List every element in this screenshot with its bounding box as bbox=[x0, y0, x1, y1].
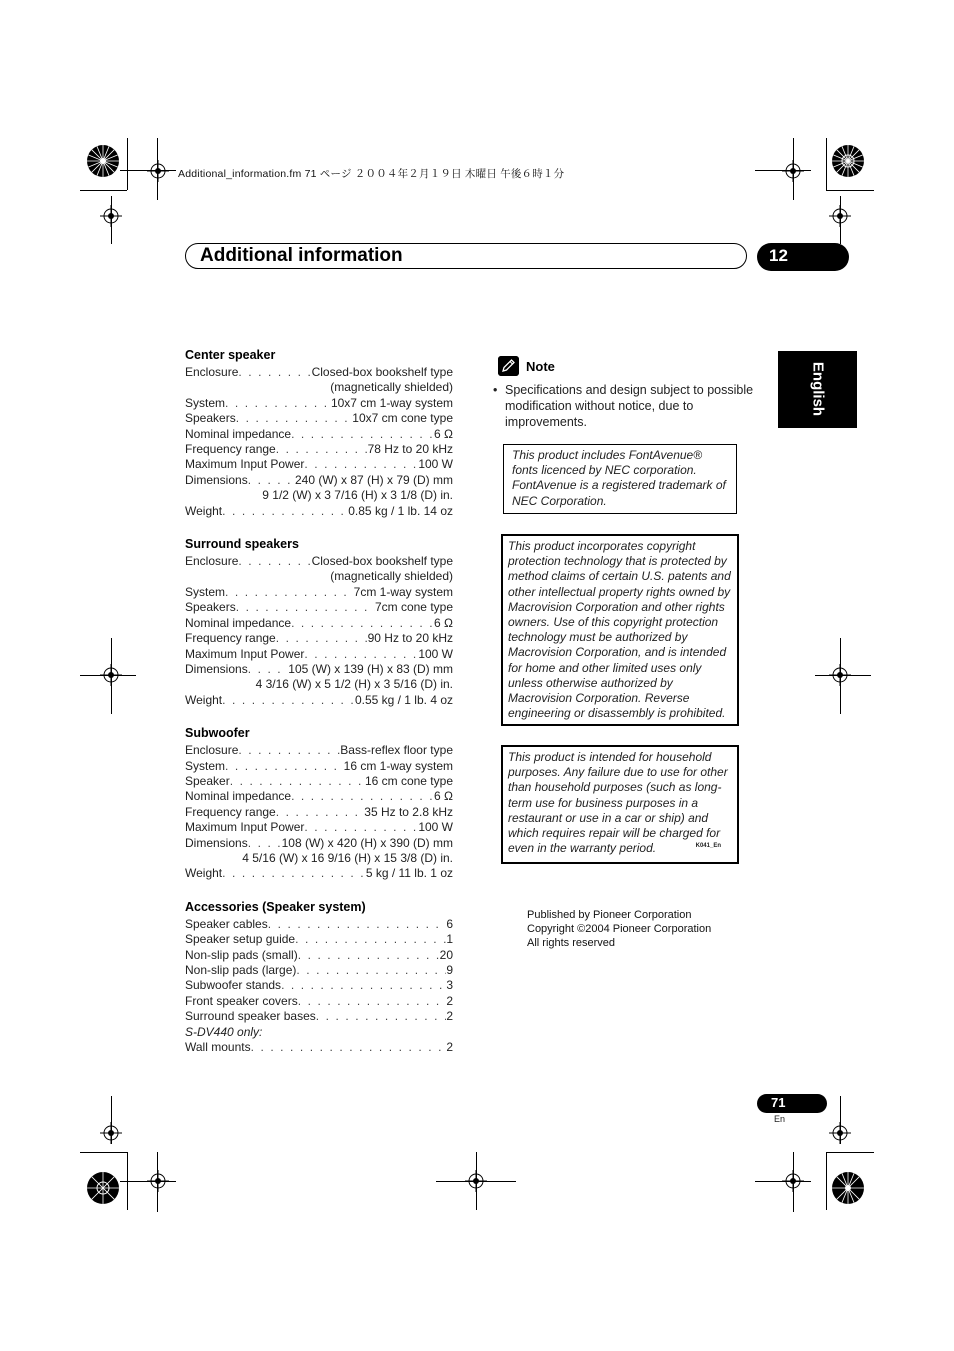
spec-row: Wall mounts . . . 2 bbox=[185, 1040, 453, 1055]
section-title: Subwoofer bbox=[185, 726, 250, 741]
specifications-column bbox=[185, 348, 453, 1073]
section-title: Accessories (Speaker system) bbox=[185, 899, 366, 914]
starburst-mark-icon bbox=[86, 144, 120, 178]
section-title: Center speaker bbox=[185, 348, 276, 362]
spec-continuation: 4 5/16 (W) x 16 9/16 (H) x 15 3/8 (D) in. bbox=[242, 850, 453, 865]
spec-continuation: (magnetically shielded) bbox=[330, 569, 453, 584]
crosshair-mark-icon bbox=[147, 160, 169, 182]
spec-row: System . . . 16 cm 1-way system bbox=[185, 759, 453, 774]
publisher-info bbox=[527, 908, 711, 950]
note-title: Note bbox=[526, 359, 555, 374]
spec-row: Non-slip pads (small) . . . 20 bbox=[185, 948, 453, 963]
spec-row: Enclosure . . . Closed-box bookshelf type bbox=[185, 365, 453, 380]
spec-continuation: 4 3/16 (W) x 5 1/2 (H) x 3 5/16 (D) in. bbox=[255, 677, 453, 692]
spec-row: Surround speaker bases . . . 2 bbox=[185, 1009, 453, 1024]
spec-row: Maximum Input Power . . . 100 W bbox=[185, 820, 453, 835]
spec-row: Frequency range . . . 35 Hz to 2.8 kHz bbox=[185, 805, 453, 820]
publisher-line: Published by Pioneer Corporation bbox=[527, 909, 692, 921]
spec-row: Maximum Input Power . . . 100 W bbox=[185, 457, 453, 472]
starburst-mark-icon bbox=[831, 144, 865, 178]
note-bullet-text: Specifications and design subject to possible modification without notice, due to improvements. bbox=[505, 383, 754, 429]
starburst-mark-icon bbox=[86, 1171, 120, 1205]
spec-row: Speaker setup guide . . . 1 bbox=[185, 932, 453, 947]
notice-code: K041_En bbox=[695, 842, 721, 849]
pencil-note-icon bbox=[498, 356, 519, 376]
chapter-title: Additional information bbox=[200, 245, 403, 266]
spec-row: Nominal impedance . . . 6 Ω bbox=[185, 427, 453, 442]
spec-row: Nominal impedance . . . 6 Ω bbox=[185, 789, 453, 804]
spec-row: Speaker . . . 16 cm cone type bbox=[185, 774, 453, 789]
starburst-mark-icon bbox=[831, 1171, 865, 1205]
spec-row: Weight . . . 0.55 kg / 1 lb. 4 oz bbox=[185, 693, 453, 708]
fontavenue-notice: This product includes FontAvenue® fonts licenced by NEC corporation. FontAvenue is a registered trademark of NEC Corporation. bbox=[503, 444, 737, 514]
spec-row: Speakers . . . 7cm cone type bbox=[185, 600, 453, 615]
spec-row: Nominal impedance . . . 6 Ω bbox=[185, 616, 453, 631]
spec-row: Dimensions . . . 240 (W) x 87 (H) x 79 (D) mm bbox=[185, 473, 453, 488]
language-tab-label: English bbox=[809, 361, 827, 417]
subwoofer-section bbox=[185, 726, 453, 882]
copyright-line: Copyright ©2004 Pioneer Corporation bbox=[527, 923, 712, 935]
spec-row: Frequency range . . . 78 Hz to 20 kHz bbox=[185, 442, 453, 457]
spec-row: Dimensions . . . 108 (W) x 420 (H) x 390 (D) mm bbox=[185, 836, 453, 851]
spec-row: Speaker cables . . . 6 bbox=[185, 917, 453, 932]
spec-row: Weight . . . 5 kg / 11 lb. 1 oz bbox=[185, 866, 453, 881]
file-header: Additional_information.fm 71 ページ ２００４年２月１９日 木曜日 午後６時１分 bbox=[178, 168, 565, 180]
copyright-protection-notice: This product incorporates copyright protection technology that is protected by method claims of certain U.S. patents and other intellectual property rights owned by Macrovision Corporation and other rights owners. Use of this copyright protection technology must be authorized by Macrovision Corporation, and is intended for home and other limited uses only unless otherwise authorized by Macrovision Corporation. Reverse engineering or disassembly is prohibited. bbox=[501, 534, 739, 726]
rights-line: All rights reserved bbox=[527, 937, 616, 949]
center-speaker-section bbox=[185, 348, 453, 519]
page-language: En bbox=[774, 1114, 786, 1124]
section-title: Surround speakers bbox=[185, 537, 299, 552]
model-only-note: S-DV440 only: bbox=[185, 1024, 263, 1039]
spec-row: Enclosure . . . Closed-box bookshelf type bbox=[185, 554, 453, 569]
page-number-badge bbox=[757, 1094, 827, 1113]
spec-row: Weight . . . 0.85 kg / 1 lb. 14 oz bbox=[185, 504, 453, 519]
bullet-icon: • bbox=[493, 383, 498, 397]
household-use-notice bbox=[501, 745, 739, 864]
spec-row: Frequency range . . . 90 Hz to 20 kHz bbox=[185, 631, 453, 646]
spec-continuation: 9 1/2 (W) x 3 7/16 (H) x 3 1/8 (D) in. bbox=[262, 488, 453, 503]
spec-row: Maximum Input Power . . . 100 W bbox=[185, 647, 453, 662]
spec-row: Speakers . . . 10x7 cm cone type bbox=[185, 411, 453, 426]
spec-row: Subwoofer stands . . . 3 bbox=[185, 978, 453, 993]
surround-speakers-section bbox=[185, 537, 453, 708]
spec-continuation: (magnetically shielded) bbox=[330, 380, 453, 395]
spec-row: System . . . 7cm 1-way system bbox=[185, 585, 453, 600]
spec-row: Front speaker covers . . . 2 bbox=[185, 994, 453, 1009]
spec-row: Dimensions . . . 105 (W) x 139 (H) x 83 (D) mm bbox=[185, 662, 453, 677]
spec-row: Non-slip pads (large) . . . 9 bbox=[185, 963, 453, 978]
chapter-number-badge bbox=[757, 243, 849, 271]
spec-row: Enclosure . . . Bass-reflex floor type bbox=[185, 743, 453, 758]
note-body bbox=[493, 382, 763, 430]
language-tab bbox=[778, 351, 857, 428]
spec-row: System . . . 10x7 cm 1-way system bbox=[185, 396, 453, 411]
page-number: 71 bbox=[771, 1095, 786, 1110]
chapter-number: 12 bbox=[769, 246, 788, 265]
chapter-title-bar bbox=[185, 243, 747, 269]
household-use-text: This product is intended for household purposes. Any failure due to use for other than household purposes (such as long-term use for business purposes in a restaurant or use in a car or ship) and which requires repair will be charged for even in the warranty period. bbox=[508, 750, 728, 856]
accessories-section bbox=[185, 900, 453, 1056]
